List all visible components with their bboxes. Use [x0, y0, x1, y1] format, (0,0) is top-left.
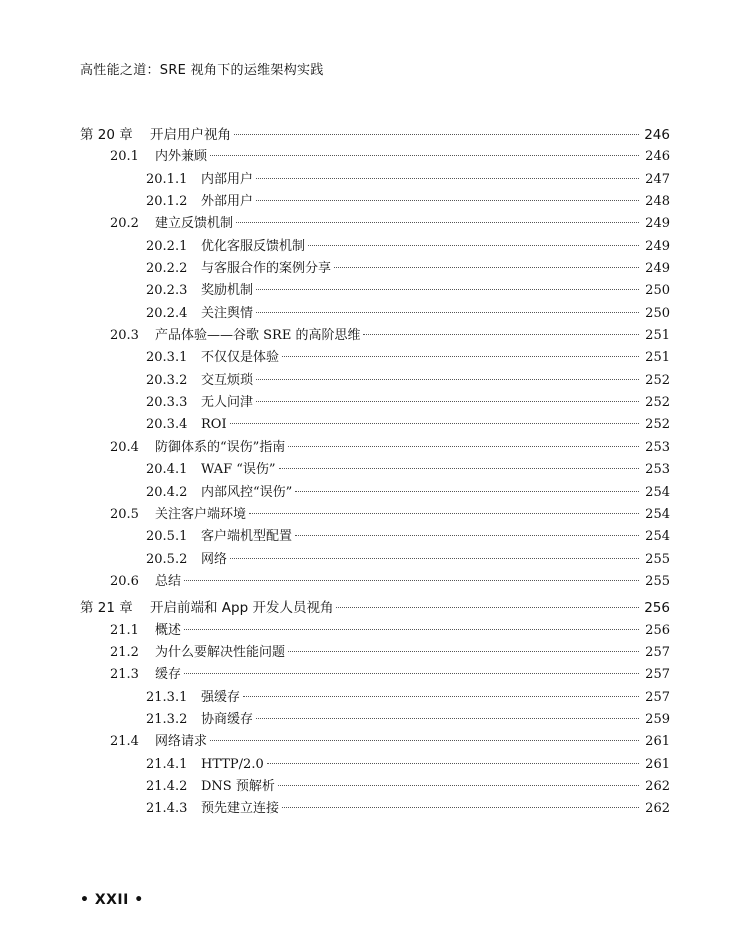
- toc-entry-title: 缓存: [155, 667, 182, 683]
- dot-leader: [288, 445, 639, 447]
- toc-subsection-entry[interactable]: [0, 776, 750, 798]
- toc-chapter-entry[interactable]: [0, 124, 750, 146]
- toc-subsection-entry[interactable]: [0, 347, 750, 369]
- dot-leader: [267, 762, 639, 764]
- dot-leader: [256, 717, 639, 719]
- toc-entry-title: 预先建立连接: [201, 801, 280, 817]
- dot-leader: [282, 355, 639, 357]
- toc-entry-page: 249: [645, 238, 670, 254]
- toc-subsection-entry[interactable]: [0, 236, 750, 258]
- toc-section-entry[interactable]: [0, 504, 750, 526]
- toc-subsection-entry[interactable]: [0, 709, 750, 731]
- toc-section-entry[interactable]: [0, 437, 750, 459]
- toc-entry-number: 21.4.2: [146, 778, 188, 794]
- toc-entry-page: 251: [645, 328, 670, 344]
- toc-entry-page: 261: [645, 756, 670, 772]
- dot-leader: [234, 133, 639, 135]
- toc-entry-title: ROI: [201, 417, 227, 433]
- toc-entry-number: 20.5.1: [146, 529, 188, 545]
- dot-leader: [295, 534, 639, 536]
- toc-entry-title: 客户端机型配置: [201, 529, 293, 545]
- toc-entry-title: 不仅仅是体验: [201, 350, 280, 366]
- dot-leader: [236, 221, 639, 223]
- toc-entry-title: 内外兼顾: [155, 149, 208, 165]
- toc-subsection-entry[interactable]: [0, 549, 750, 571]
- toc-entry-title: 概述: [155, 622, 182, 638]
- toc-entry-number: 21.1: [110, 622, 139, 638]
- toc-entry-title: 防御体系的“误伤”指南: [155, 439, 286, 455]
- toc-entry-number: 20.2.3: [146, 283, 188, 299]
- toc-entry-title: 关注客户端环境: [155, 506, 247, 522]
- toc-entry-page: 253: [645, 462, 670, 478]
- toc-subsection-entry[interactable]: [0, 482, 750, 504]
- dot-leader: [334, 266, 639, 268]
- toc-section-entry[interactable]: [0, 731, 750, 753]
- toc-entry-number: 20.2.1: [146, 238, 188, 254]
- toc-entry-number: 20.2.2: [146, 261, 188, 277]
- toc-section-entry[interactable]: [0, 620, 750, 642]
- toc-entry-page: 249: [645, 261, 670, 277]
- toc-entry-page: 259: [645, 711, 670, 727]
- toc-subsection-entry[interactable]: [0, 687, 750, 709]
- toc-entry-number: 20.4: [110, 439, 139, 455]
- toc-subsection-entry[interactable]: [0, 798, 750, 820]
- toc-entry-number: 21.4.3: [146, 801, 188, 817]
- toc-entry-number: 21.2: [110, 644, 139, 660]
- dot-leader: [278, 784, 639, 786]
- toc-entry-page: 250: [645, 283, 670, 299]
- toc-subsection-entry[interactable]: [0, 414, 750, 436]
- toc-entry-page: 248: [645, 194, 670, 210]
- table-of-contents: [0, 124, 750, 821]
- dot-leader: [210, 154, 639, 156]
- toc-section-entry[interactable]: [0, 664, 750, 686]
- toc-entry-number: 20.3.2: [146, 372, 188, 388]
- toc-entry-title: 交互烦琐: [201, 372, 254, 388]
- page-folio: • XXII •: [80, 892, 144, 908]
- toc-entry-page: 252: [645, 395, 670, 411]
- toc-entry-page: 251: [645, 350, 670, 366]
- dot-leader: [256, 177, 639, 179]
- toc-entry-page: 261: [645, 734, 670, 750]
- toc-entry-number: 20.3.1: [146, 350, 188, 366]
- dot-leader: [184, 672, 639, 674]
- toc-entry-page: 257: [645, 689, 670, 705]
- dot-leader: [336, 606, 639, 608]
- toc-entry-title: 网络: [201, 551, 228, 567]
- toc-entry-number: 20.6: [110, 573, 139, 589]
- dot-leader: [243, 695, 639, 697]
- toc-chapter-entry[interactable]: [0, 597, 750, 619]
- toc-entry-number: 21.4.1: [146, 756, 188, 772]
- toc-section-entry[interactable]: [0, 213, 750, 235]
- toc-subsection-entry[interactable]: [0, 169, 750, 191]
- toc-subsection-entry[interactable]: [0, 754, 750, 776]
- toc-entry-page: 256: [644, 600, 670, 617]
- toc-entry-number: 第 21 章: [80, 600, 133, 617]
- toc-entry-page: 254: [645, 484, 670, 500]
- dot-leader: [256, 311, 639, 313]
- toc-entry-page: 246: [644, 127, 670, 143]
- toc-subsection-entry[interactable]: [0, 526, 750, 548]
- toc-entry-title: 开启前端和 App 开发人员视角: [150, 600, 334, 617]
- toc-entry-title: 开启用户视角: [150, 127, 231, 143]
- toc-entry-page: 257: [645, 644, 670, 660]
- dot-leader: [256, 199, 639, 201]
- dot-leader: [295, 490, 639, 492]
- toc-entry-title: 网络请求: [155, 734, 208, 750]
- dot-leader: [282, 806, 639, 808]
- toc-entry-title: 为什么要解决性能问题: [155, 644, 286, 660]
- toc-subsection-entry[interactable]: [0, 459, 750, 481]
- toc-entry-title: 协商缓存: [201, 711, 254, 727]
- toc-entry-number: 20.2.4: [146, 305, 188, 321]
- dot-leader: [363, 333, 639, 335]
- toc-entry-number: 20.3: [110, 328, 139, 344]
- toc-entry-page: 262: [645, 801, 670, 817]
- toc-entry-number: 20.5.2: [146, 551, 188, 567]
- toc-entry-number: 20.1.2: [146, 194, 188, 210]
- dot-leader: [184, 628, 639, 630]
- toc-entry-number: 20.3.4: [146, 417, 188, 433]
- toc-entry-number: 21.3.1: [146, 689, 188, 705]
- toc-entry-number: 第 20 章: [80, 127, 133, 143]
- toc-entry-page: 253: [645, 439, 670, 455]
- toc-subsection-entry[interactable]: [0, 392, 750, 414]
- toc-entry-title: 产品体验——谷歌 SRE 的高阶思维: [155, 328, 361, 344]
- toc-entry-page: 247: [645, 171, 670, 187]
- toc-entry-title: 强缓存: [201, 689, 241, 705]
- toc-subsection-entry[interactable]: [0, 258, 750, 280]
- toc-entry-page: 257: [645, 667, 670, 683]
- dot-leader: [230, 422, 639, 424]
- toc-entry-page: 250: [645, 305, 670, 321]
- toc-entry-title: 外部用户: [201, 194, 254, 210]
- toc-entry-title: 奖励机制: [201, 283, 254, 299]
- toc-entry-page: 252: [645, 372, 670, 388]
- dot-leader: [184, 579, 639, 581]
- toc-section-entry[interactable]: [0, 146, 750, 168]
- toc-entry-page: 255: [645, 551, 670, 567]
- toc-entry-page: 252: [645, 417, 670, 433]
- toc-entry-number: 21.3.2: [146, 711, 188, 727]
- dot-leader: [249, 512, 639, 514]
- toc-entry-title: 优化客服反馈机制: [201, 238, 306, 254]
- dot-leader: [288, 650, 639, 652]
- running-head: 高性能之道：SRE 视角下的运维架构实践: [80, 63, 324, 78]
- dot-leader: [279, 467, 639, 469]
- toc-subsection-entry[interactable]: [0, 303, 750, 325]
- dot-leader: [256, 400, 639, 402]
- dot-leader: [256, 288, 639, 290]
- toc-entry-number: 20.1: [110, 149, 139, 165]
- toc-subsection-entry[interactable]: [0, 191, 750, 213]
- toc-entry-title: 建立反馈机制: [155, 216, 234, 232]
- toc-entry-page: 262: [645, 778, 670, 794]
- dot-leader: [256, 378, 639, 380]
- toc-entry-title: 关注舆情: [201, 305, 254, 321]
- dot-leader: [210, 739, 639, 741]
- toc-entry-number: 20.2: [110, 216, 139, 232]
- toc-subsection-entry[interactable]: [0, 370, 750, 392]
- toc-entry-number: 20.3.3: [146, 395, 188, 411]
- toc-entry-title: DNS 预解析: [201, 778, 275, 794]
- toc-entry-number: 21.4: [110, 734, 139, 750]
- toc-entry-number: 20.4.1: [146, 462, 188, 478]
- toc-entry-title: 无人问津: [201, 395, 254, 411]
- toc-entry-page: 254: [645, 506, 670, 522]
- dot-leader: [308, 244, 639, 246]
- toc-entry-page: 249: [645, 216, 670, 232]
- toc-entry-title: WAF “误伤”: [201, 462, 276, 478]
- toc-subsection-entry[interactable]: [0, 280, 750, 302]
- toc-entry-page: 255: [645, 573, 670, 589]
- toc-entry-page: 246: [645, 149, 670, 165]
- toc-entry-title: HTTP/2.0: [201, 756, 264, 772]
- toc-entry-number: 21.3: [110, 667, 139, 683]
- dot-leader: [230, 557, 639, 559]
- toc-section-entry[interactable]: [0, 642, 750, 664]
- toc-section-entry[interactable]: [0, 571, 750, 593]
- toc-entry-title: 与客服合作的案例分享: [201, 261, 332, 277]
- toc-entry-number: 20.5: [110, 506, 139, 522]
- toc-entry-page: 256: [645, 622, 670, 638]
- toc-entry-title: 内部风控“误伤”: [201, 484, 293, 500]
- toc-entry-number: 20.1.1: [146, 171, 188, 187]
- toc-entry-page: 254: [645, 529, 670, 545]
- toc-entry-number: 20.4.2: [146, 484, 188, 500]
- toc-section-entry[interactable]: [0, 325, 750, 347]
- toc-entry-title: 总结: [155, 573, 182, 589]
- toc-entry-title: 内部用户: [201, 171, 254, 187]
